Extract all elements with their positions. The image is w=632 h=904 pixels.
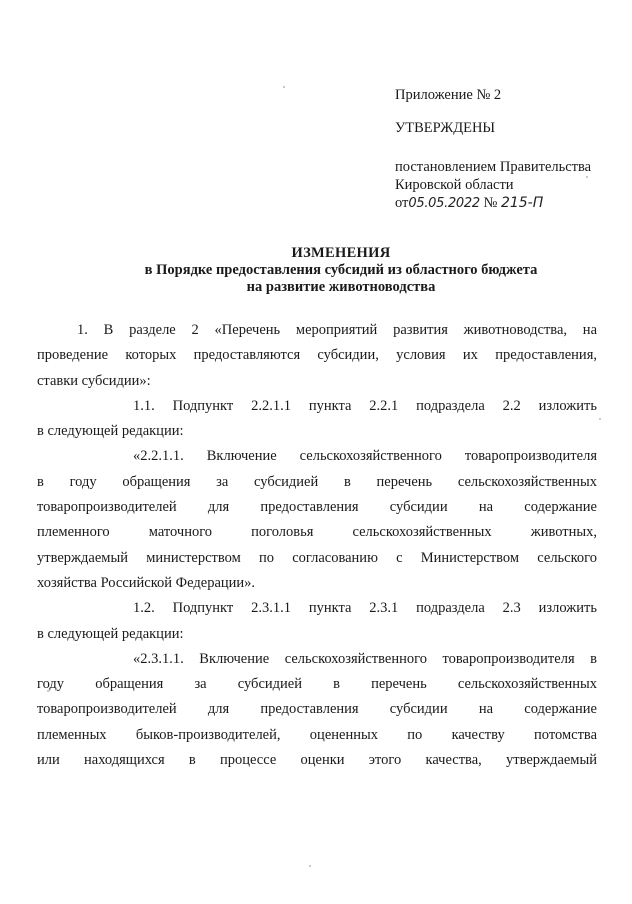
title-heading: ИЗМЕНЕНИЯ bbox=[291, 245, 391, 261]
word: 2.3.1 bbox=[369, 600, 399, 617]
decree-line-1: постановлением Правительства bbox=[395, 159, 592, 175]
para-3-line-4: племенного маточного поголовья сельскохозяйственных животных, bbox=[37, 524, 597, 541]
document-title bbox=[60, 245, 622, 296]
handwritten-date: 05.05.2022 bbox=[408, 196, 480, 211]
scan-speck bbox=[599, 418, 601, 420]
word: 2.3 bbox=[502, 600, 521, 617]
para-5-line-3: товаропроизводителей для предоставления субсидии на содержание bbox=[37, 701, 597, 718]
word: подраздела bbox=[416, 600, 485, 617]
para-5-line-1: «2.3.1.1. Включение сельскохозяйственного товаропроизводителя в bbox=[133, 650, 597, 667]
decree-line-2: Кировской области bbox=[395, 177, 514, 193]
para-5-line-2: году обращения за субсидией в перечень сельскохозяйственных bbox=[37, 676, 597, 693]
para-3-line-6: хозяйства Российской Федерации». bbox=[37, 574, 256, 591]
handwritten-number: 215-П bbox=[500, 195, 544, 211]
number-prefix: № bbox=[483, 195, 498, 211]
para-5-line-4: племенных быков-производителей, оцененных по качеству потомства bbox=[37, 726, 597, 743]
document-body bbox=[37, 318, 597, 773]
para-1-line-1: 1. В разделе 2 «Перечень мероприятий развития животноводства, на bbox=[77, 322, 597, 338]
para-3-line-2: в году обращения за субсидией в перечень сельскохозяйственных bbox=[37, 473, 597, 490]
appendix-number: Приложение № 2 bbox=[395, 87, 502, 103]
word: 1.1. bbox=[133, 397, 155, 414]
word: изложить bbox=[538, 600, 597, 617]
word: 2.2.1 bbox=[369, 397, 399, 414]
word: пункта bbox=[308, 397, 352, 414]
para-2-line-2: в следующей редакции: bbox=[37, 423, 184, 440]
title-line-2: в Порядке предоставления субсидий из областного бюджета bbox=[144, 262, 538, 278]
para-3-line-5: утверждаемый министерством по согласованию с Министерством сельского bbox=[37, 549, 597, 566]
title-line-3: на развитие животноводства bbox=[246, 279, 436, 295]
word: Подпункт bbox=[172, 397, 234, 414]
word: 1.2. bbox=[133, 600, 155, 617]
word: подраздела bbox=[416, 397, 485, 414]
para-2-line-1 bbox=[133, 394, 597, 419]
para-3-line-3: товаропроизводителей для предоставления субсидии на содержание bbox=[37, 499, 597, 516]
para-5-line-5: или находящихся в процессе оценки этого качества, утверждаемый bbox=[37, 752, 597, 769]
para-1-line-2: проведение которых предоставляются субсидии, условия их предоставления, bbox=[37, 347, 597, 364]
appendix-block bbox=[395, 86, 620, 213]
para-4-line-2: в следующей редакции: bbox=[37, 625, 184, 642]
word: пункта bbox=[308, 600, 352, 617]
approved-label: УТВЕРЖДЕНЫ bbox=[395, 120, 496, 136]
word: 2.3.1.1 bbox=[251, 600, 291, 617]
scan-speck bbox=[283, 86, 285, 88]
decree-date-number bbox=[395, 194, 620, 213]
word: изложить bbox=[538, 397, 597, 414]
word: 2.2 bbox=[502, 397, 521, 414]
para-3-line-1: «2.2.1.1. Включение сельскохозяйственного товаропроизводителя bbox=[133, 448, 597, 465]
para-1-line-3: ставки субсидии»: bbox=[37, 372, 151, 389]
word: Подпункт bbox=[172, 600, 234, 617]
scan-speck bbox=[309, 865, 311, 867]
from-prefix: от bbox=[395, 195, 409, 211]
word: 2.2.1.1 bbox=[251, 397, 291, 414]
para-4-line-1 bbox=[133, 596, 597, 621]
